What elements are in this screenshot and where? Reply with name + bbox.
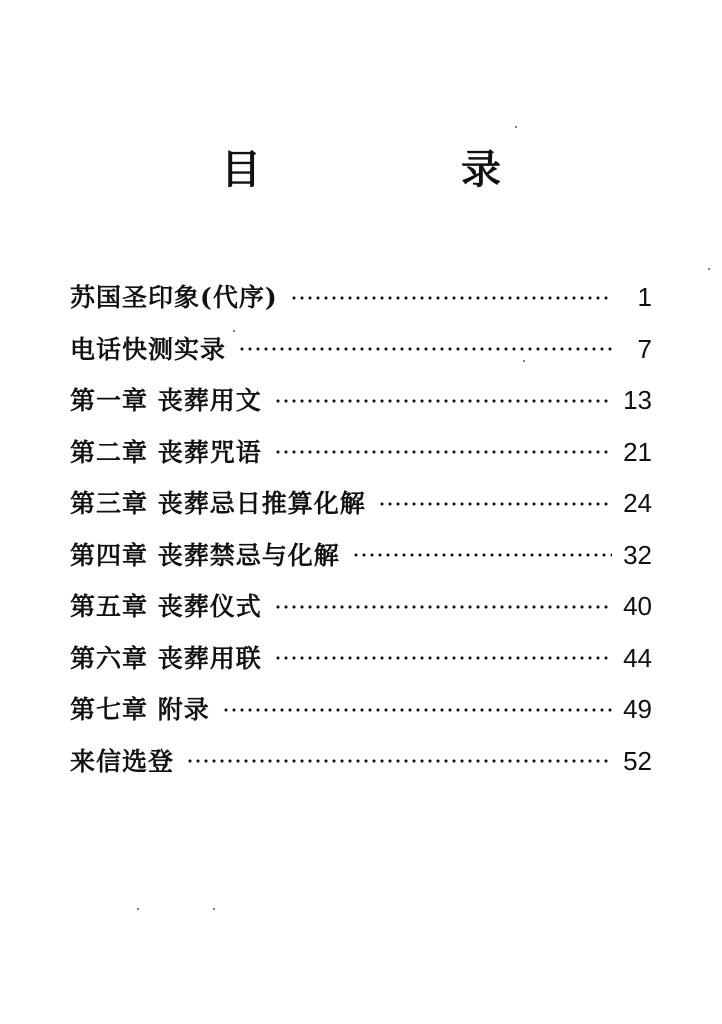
toc-entry-label: 第四章 丧葬禁忌与化解 [70,540,340,570]
toc-entry-page: 49 [623,694,652,725]
toc-entry [70,684,652,736]
toc-entry-page: 40 [623,591,652,622]
dot-leader [186,758,612,764]
scan-speck [213,908,215,910]
scan-speck [708,268,710,270]
toc-entry-label: 电话快测实录 [70,334,227,364]
toc-entry-label: 第七章 附录 [70,695,210,725]
toc-entry-page: 32 [623,539,652,570]
toc-entry [70,478,652,530]
scan-speck [233,330,235,332]
dot-leader [274,398,612,404]
toc-entry [70,736,652,788]
toc-entry-label: 苏国圣印象(代序) [70,283,278,313]
toc-entry-page: 52 [623,745,652,776]
toc-entry-page: 24 [623,488,652,519]
toc-entry [70,272,652,324]
toc-entry [70,375,652,427]
dot-leader [238,346,612,352]
toc-entry-label: 第一章 丧葬用文 [70,386,262,416]
toc-entry-page: 44 [623,642,652,673]
toc-entry [70,633,652,685]
toc-entry [70,530,652,582]
toc-entry [70,324,652,376]
scan-speck [137,908,139,910]
scan-speck [515,126,517,128]
dot-leader [290,295,612,301]
dot-leader [274,449,612,455]
toc-entry-label: 第六章 丧葬用联 [70,643,262,673]
page-title: 目 录 [221,147,581,193]
scan-speck [523,360,525,362]
dot-leader [378,501,612,507]
toc-entry-page: 7 [637,333,652,364]
toc-entry-label: 第五章 丧葬仪式 [70,592,262,622]
toc-entry-label: 第三章 丧葬忌日推算化解 [70,489,366,519]
toc-entry-page: 13 [623,385,652,416]
toc-entry-label: 来信选登 [70,746,175,776]
dot-leader [274,604,612,610]
toc-entry-page: 21 [623,436,652,467]
dot-leader [274,655,612,661]
toc-entry [70,581,652,633]
toc-entry-page: 1 [637,282,652,313]
dot-leader [222,707,612,713]
toc-entry [70,427,652,479]
toc-entry-label: 第二章 丧葬咒语 [70,437,262,467]
dot-leader [352,552,612,558]
table-of-contents [70,272,652,787]
